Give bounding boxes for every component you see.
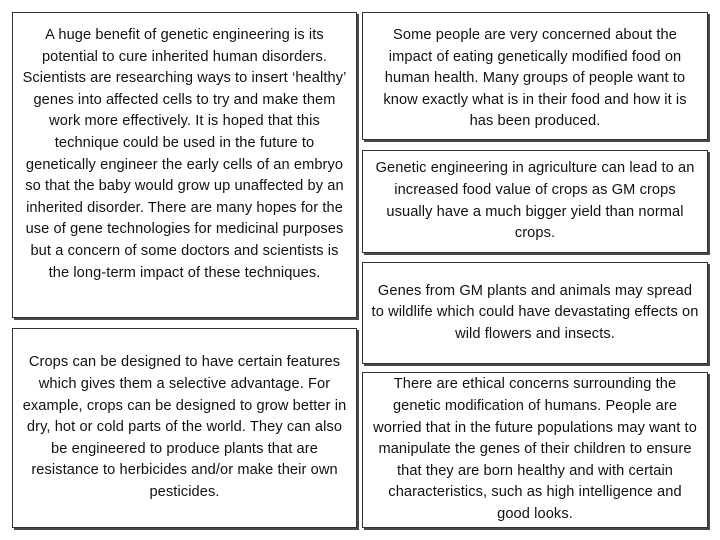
card-gene-therapy-text: A huge benefit of genetic engineering is its potential to cure inherited human disorders. Scientists are researching ways to insert ‘healthy’ genes into affected cells to try and make them work more effectively. It is hoped that this technique could be used in the future to genetically engineer the early cells of an embryo so that the baby would grow up unaffected by an inherited disorder. There are many hopes for the use of gene technologies for medicinal purposes but a concern of some doctors and scientists is the long-term impact of these techniques. — [22, 27, 347, 281]
card-wildlife-spread-text: Genes from GM plants and animals may spread to wildlife which could have devastating effects on wild flowers and insects. — [371, 282, 699, 342]
card-ethical-concerns — [362, 372, 708, 528]
card-ethical-concerns-text: There are ethical concerns surrounding the genetic modification of humans. People are worried that in the future populations may want to manipulate the genes of their children to ensure that they are born healthy and with certain characteristics, such as high intelligence and good looks. — [373, 376, 697, 522]
card-crop-yield-text: Genetic engineering in agriculture can lead to an increased food value of crops as GM crops usually have a much bigger yield than normal crops. — [375, 160, 695, 242]
card-gene-therapy — [12, 12, 357, 318]
card-crop-design — [12, 328, 357, 528]
card-food-health-concerns-text: Some people are very concerned about the impact of eating genetically modified food on human health. Many groups of people want to know exactly what is in their food and how it is has been produced. — [383, 27, 687, 130]
card-crop-design-text: Crops can be designed to have certain features which gives them a selective advantage. For example, crops can be designed to grow better in dry, hot or cold parts of the world. They can also be engineered to produce plants that are resistance to herbicides and/or make their own pesticides. — [22, 354, 347, 500]
card-food-health-concerns — [362, 12, 708, 140]
card-crop-yield — [362, 150, 708, 253]
card-wildlife-spread — [362, 262, 708, 364]
